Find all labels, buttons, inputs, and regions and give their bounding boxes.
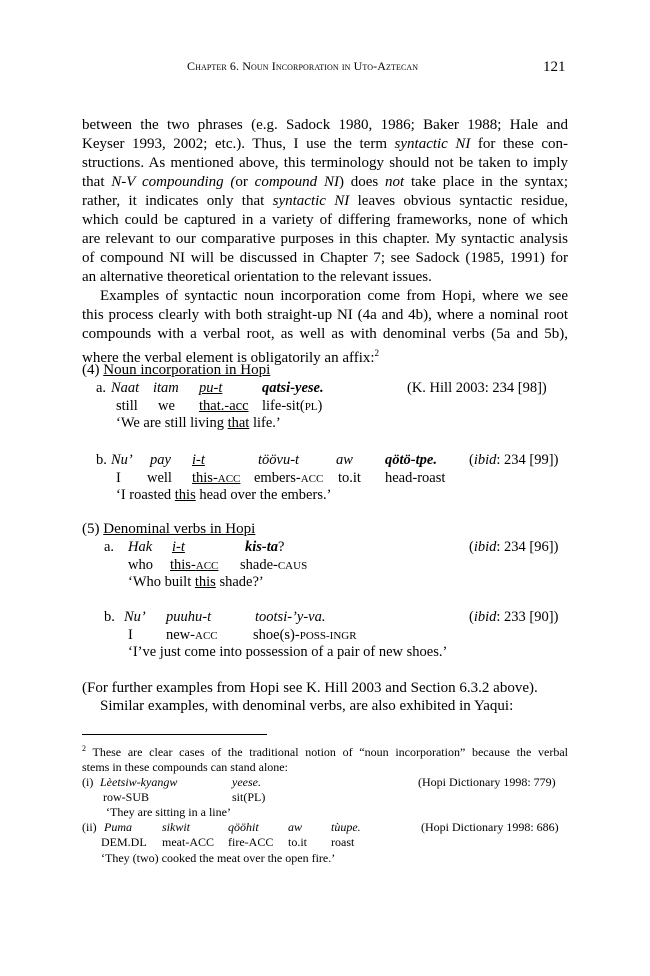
example-word: i-t bbox=[192, 452, 205, 468]
gloss-word: still bbox=[116, 398, 138, 414]
example-word: töövu-t bbox=[258, 452, 300, 468]
example-word: Nu’ bbox=[124, 609, 146, 625]
text-line: which could be captured in a variety of differing frameworks, none of which bbox=[82, 212, 568, 228]
body-paragraph-1 bbox=[82, 116, 568, 287]
footnote-translation: ‘They are sitting in a line’ bbox=[106, 805, 231, 819]
text-line: between the two phrases (e.g. Sadock 1980, 1986; Baker 1988; Hale and bbox=[82, 117, 568, 133]
footnote-gloss: fire-ACC bbox=[228, 835, 274, 849]
footnote-translation: ‘They (two) cooked the meat over the open fire.’ bbox=[101, 851, 336, 865]
example-5b-label: b. bbox=[104, 609, 115, 625]
translation: ‘I’ve just come into possession of a pair of new shoes.’ bbox=[128, 644, 448, 660]
example-4-heading: (4) Noun incorporation in Hopi bbox=[82, 362, 271, 378]
footnote-line: stems in these compounds can stand alone: bbox=[82, 760, 288, 774]
gloss-word: to.it bbox=[338, 470, 361, 486]
text-line: are relevant to our comparative purposes in this chapter. My syntactic analysis bbox=[82, 231, 568, 247]
example-source: (ibid: 234 [99]) bbox=[469, 452, 559, 468]
gloss-word: new-ACC bbox=[166, 627, 218, 643]
footnote-example-word: yeese. bbox=[232, 775, 261, 789]
page-number: 121 bbox=[543, 59, 566, 75]
example-5a-label: a. bbox=[104, 539, 115, 555]
footnote-example-word: tùupe. bbox=[331, 820, 361, 834]
footnote-source: (Hopi Dictionary 1998: 779) bbox=[418, 775, 556, 789]
example-source: (ibid: 234 [96]) bbox=[469, 539, 559, 555]
text-line: this process clearly with both straight-up NI (4a and 4b), where a nominal root bbox=[82, 307, 568, 323]
example-word: Naat bbox=[111, 380, 140, 396]
footnote-gloss: row-SUB bbox=[103, 790, 150, 804]
example-4a-label: a. bbox=[96, 380, 107, 396]
example-source: (ibid: 233 [90]) bbox=[469, 609, 559, 625]
gloss-word: shade-CAUS bbox=[240, 557, 308, 573]
example-word: puuhu-t bbox=[166, 609, 212, 625]
text-line: structions. As mentioned above, this terminology should not be taken to imply bbox=[82, 155, 568, 171]
footnote-gloss: to.it bbox=[288, 835, 308, 849]
gloss-word: we bbox=[158, 398, 175, 414]
text-line: rather, it indicates only that syntactic NI leaves obvious syntactic residue, bbox=[82, 193, 568, 209]
example-word: tootsi-’y-va. bbox=[255, 609, 326, 625]
example-word: i-t bbox=[172, 539, 185, 555]
example-word: kis-ta? bbox=[245, 539, 285, 555]
text-line: an alternative theoretical orientation to the relevant issues. bbox=[82, 269, 432, 285]
translation: ‘We are still living that life.’ bbox=[116, 415, 281, 431]
footnote-gloss: roast bbox=[331, 835, 355, 849]
chapter-title: Noun Incorporation in Uto-Aztecan bbox=[242, 59, 419, 73]
example-word: qötö-tpe. bbox=[385, 452, 437, 468]
text-line: Examples of syntactic noun incorporation come from Hopi, where we see bbox=[100, 288, 568, 304]
footnote-marker: 2 bbox=[374, 348, 380, 358]
footnote-divider bbox=[82, 734, 267, 735]
footnote-gloss: DEM.DL bbox=[101, 835, 147, 849]
text-line: Keyser 1993, 2002; etc.). Thus, I use the term syntactic NI for these con- bbox=[82, 136, 568, 152]
gloss-word: that.-acc bbox=[199, 398, 249, 414]
gloss-word: this-ACC bbox=[170, 557, 219, 573]
footnote-example-word: qööhit bbox=[228, 820, 259, 834]
footnote-gloss: meat-ACC bbox=[162, 835, 214, 849]
footnote-example-label: (i) bbox=[82, 775, 94, 789]
footnote-example-word: aw bbox=[288, 820, 303, 834]
gloss-word: who bbox=[128, 557, 153, 573]
body-paragraph-2 bbox=[82, 287, 568, 368]
gloss-word: life-sit(PL) bbox=[262, 398, 323, 414]
example-word: Nu’ bbox=[111, 452, 133, 468]
gloss-word: head-roast bbox=[385, 470, 446, 486]
example-4b-label: b. bbox=[96, 452, 107, 468]
gloss-word: I bbox=[116, 470, 121, 486]
text-line: compounds with a verbal root, as well as with denominal verbs (5a and 5b), bbox=[82, 326, 568, 342]
footnote-example-label: (ii) bbox=[82, 820, 97, 834]
example-word: pay bbox=[150, 452, 171, 468]
translation: ‘I roasted this head over the embers.’ bbox=[116, 487, 332, 503]
footnote-example-word: Puma bbox=[104, 820, 132, 834]
text-line: of compound NI will be discussed in Chapter 7; see Sadock (1985, 1991) for bbox=[82, 250, 568, 266]
example-word: aw bbox=[336, 452, 353, 468]
gloss-word: this-ACC bbox=[192, 470, 241, 486]
example-word: qatsi-yese. bbox=[262, 380, 324, 396]
chapter-label: Chapter 6. bbox=[187, 59, 240, 73]
footnote-example-word: sikwit bbox=[162, 820, 191, 834]
example-word: itam bbox=[153, 380, 179, 396]
text-line: where the verbal element is obligatorily an affix:$^2$ bbox=[82, 348, 380, 366]
footnote-gloss: sit(PL) bbox=[232, 790, 266, 804]
text-line: that N-V compounding (or compound NI) does not take place in the syntax; bbox=[82, 174, 569, 190]
gloss-word: shoe(s)-POSS-INGR bbox=[253, 627, 357, 643]
example-source: (K. Hill 2003: 234 [98]) bbox=[407, 380, 547, 396]
gloss-word: embers-ACC bbox=[254, 470, 324, 486]
footnote-source: (Hopi Dictionary 1998: 686) bbox=[421, 820, 559, 834]
closing-line-2: Similar examples, with denominal verbs, are also exhibited in Yaqui: bbox=[100, 698, 514, 714]
running-header bbox=[187, 59, 418, 74]
translation: ‘Who built this shade?’ bbox=[128, 574, 264, 590]
footnote-example-word: Lèetsiw-kyangw bbox=[100, 775, 178, 789]
example-5-heading: (5) Denominal verbs in Hopi bbox=[82, 521, 256, 537]
example-word: Hak bbox=[128, 539, 153, 555]
gloss-word: well bbox=[147, 470, 172, 486]
example-word: pu-t bbox=[199, 380, 223, 396]
footnote-line: $^2$ These are clear cases of the traditional notion of “noun incorporation” because the verbal bbox=[82, 744, 568, 759]
closing-line-1: (For further examples from Hopi see K. Hill 2003 and Section 6.3.2 above). bbox=[82, 680, 538, 696]
gloss-word: I bbox=[128, 627, 133, 643]
